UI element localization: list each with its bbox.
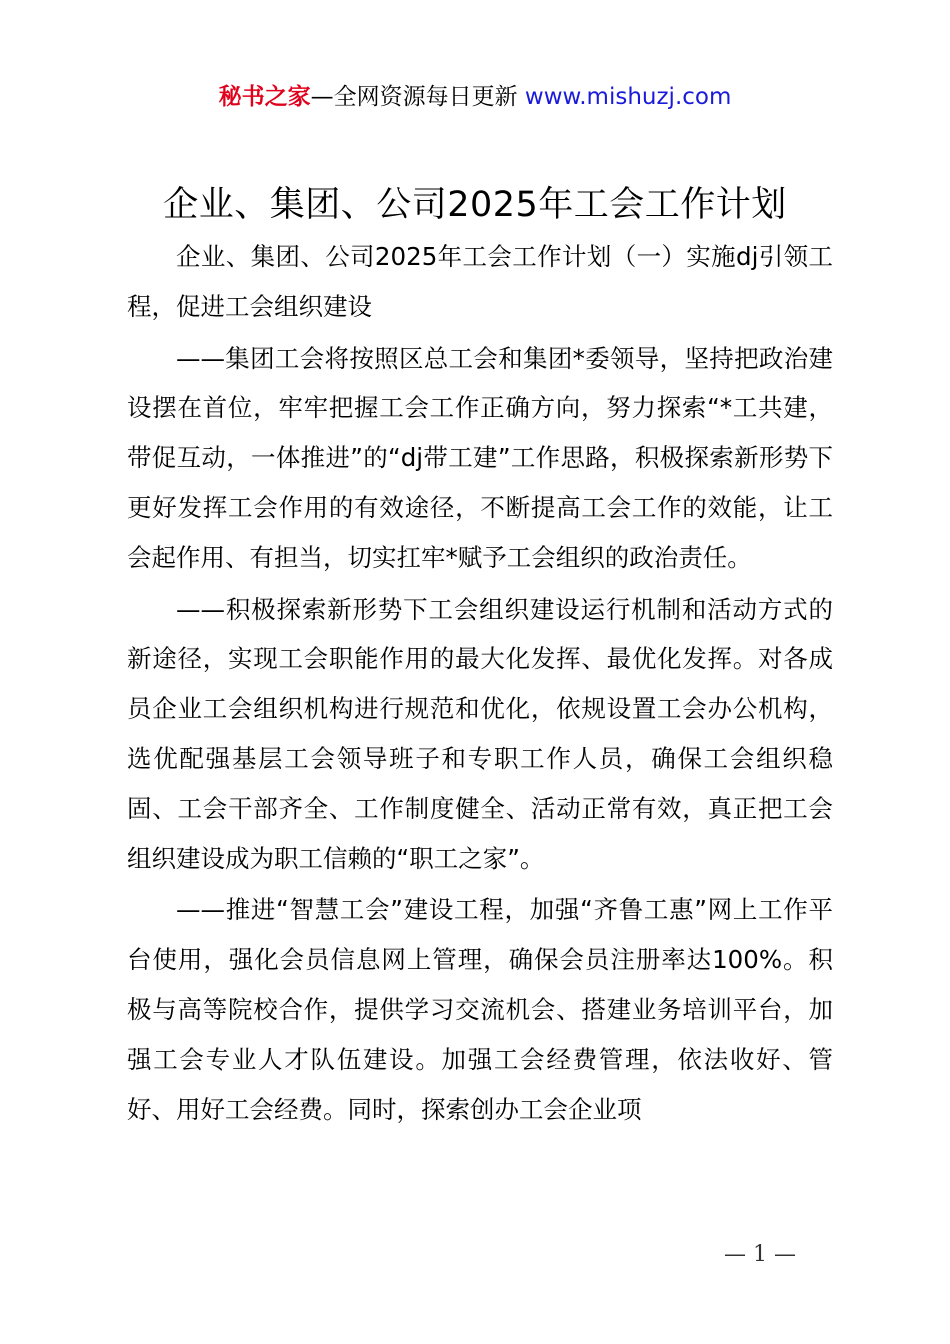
paragraph-3: ——积极探索新形势下工会组织建设运行机制和活动方式的新途径，实现工会职能作用的最大化发挥、最优化发挥。对各成员企业工会组织机构进行规范和优化，依规设置工会办公机构，选优配强基层工会领导班子和专职工作人员，确保工会组织稳固、工会干部齐全、工作制度健全、活动正常有效，真正把工会组织建设成为职工信赖的“职工之家”。 <box>127 594 833 873</box>
site-brand: 秘书之家 <box>218 84 311 110</box>
document-title: 企业、集团、公司2025年工会工作计划 <box>163 185 787 225</box>
site-tagline: —全网资源每日更新 <box>310 84 525 110</box>
paragraph-2: ——集团工会将按照区总工会和集团*委领导，坚持把政治建设摆在首位，牢牢把握工会工作正确方向，努力探索“*工共建，带促互动，一体推进”的“dj带工建”工作思路，积极探索新形势下更好发挥工会作用的有效途径，不断提高工会工作的效能，让工会起作用、有担当，切实扛牢*赋予工会组织的政治责任。 <box>127 343 833 572</box>
paragraph-1: 企业、集团、公司2025年工会工作计划（一）实施dj引领工程，促进工会组织建设 <box>127 242 833 321</box>
site-header <box>0 80 950 114</box>
paragraph-4: ——推进“智慧工会”建设工程，加强“齐鲁工惠”网上工作平台使用，强化会员信息网上管理，确保会员注册率达100%。积极与高等院校合作，提供学习交流机会、搭建业务培训平台，加强工会专业人才队伍建设。加强工会经费管理，依法收好、管好、用好工会经费。同时，探索创办工会企业项 <box>127 895 833 1124</box>
page-number: — 1 — <box>724 1242 796 1267</box>
site-url-link[interactable]: www.mishuzj.com <box>524 84 732 110</box>
document-body <box>127 232 833 1136</box>
